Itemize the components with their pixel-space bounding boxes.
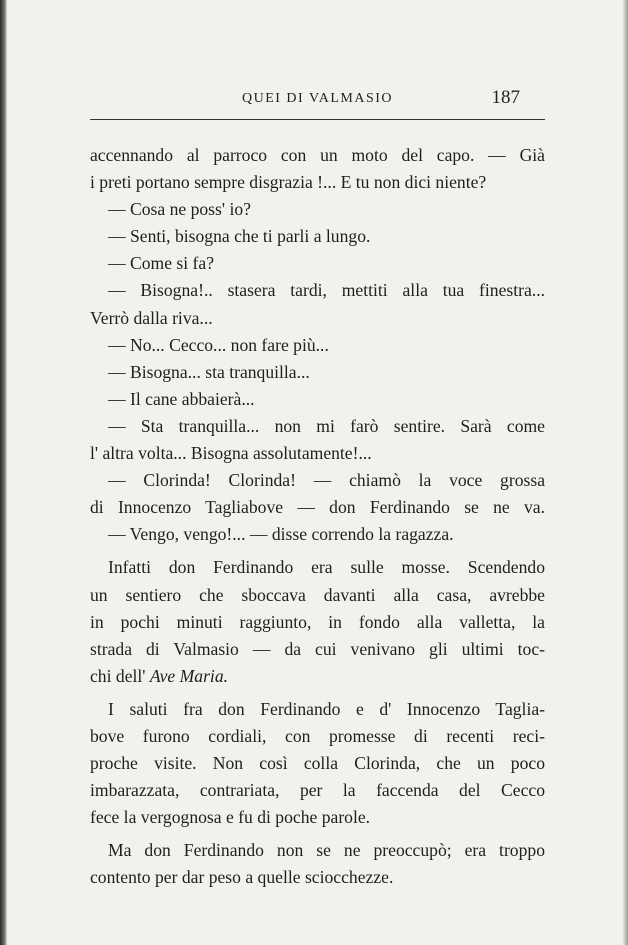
text-line: contento per dar peso a quelle sciocchezze. [90, 867, 394, 888]
dialogue-line: — No... Cecco... non fare più... [108, 334, 329, 355]
text-line: l' altra volta... Bisogna assolutamente!... [90, 443, 372, 464]
dialogue-line: — Vengo, vengo!... — disse correndo la ragazza. [108, 524, 454, 545]
text-line: bove furono cordiali, con promesse di recenti reci- [90, 725, 545, 746]
dialogue-line: — Clorinda! Clorinda! — chiamò la voce grossa [108, 470, 545, 491]
paragraph-start-line: Infatti don Ferdinando era sulle mosse. Scendendo [108, 557, 545, 578]
text-line: proche visite. Non così colla Clorinda, che un poco [90, 753, 545, 774]
text-line: fece la vergognosa e fu di poche parole. [90, 807, 371, 828]
text-line [90, 663, 545, 690]
text-line: i preti portano sempre disgrazia !... E tu non dici niente? [90, 172, 487, 193]
running-head [90, 89, 530, 111]
dialogue-line: — Bisogna... sta tranquilla... [108, 361, 310, 382]
dialogue-line: — Sta tranquilla... non mi farò sentire. Sarà come [108, 415, 545, 436]
text-line: imbarazzata, contrariata, per la faccenda del Cecco [90, 780, 545, 801]
text-line: strada di Valmasio — da cui venivano gli ultimi toc- [90, 638, 545, 659]
text-line: un sentiero che sboccava davanti alla casa, avrebbe [90, 584, 545, 605]
dialogue-line: — Come si fa? [108, 253, 215, 274]
italic-title: Ave Maria. [149, 665, 229, 686]
dialogue-line: — Il cane abbaierà... [108, 388, 255, 409]
paragraph-start-line: Ma don Ferdinando non se ne preoccupò; era troppo [108, 840, 545, 861]
text-line: di Innocenzo Tagliabove — don Ferdinando se ne va. [90, 497, 545, 518]
dialogue-line: — Cosa ne poss' io? [108, 199, 251, 220]
dialogue-line: — Senti, bisogna che ti parli a lungo. [108, 226, 371, 247]
running-title: QUEI DI VALMASIO [242, 91, 394, 106]
text-fragment: chi dell' [90, 665, 150, 686]
page-number: 187 [491, 87, 520, 108]
text-line: accennando al parroco con un moto del capo. — Già [90, 145, 545, 165]
dialogue-line: — Bisogna!.. stasera tardi, mettiti alla tua finestra... [108, 280, 545, 301]
header-rule [90, 119, 545, 120]
text-line: in pochi minuti raggiunto, in fondo alla valletta, la [90, 611, 545, 632]
text-line: Verrò dalla riva... [90, 307, 213, 328]
paragraph-start-line: I saluti fra don Ferdinando e d' Innocenzo Taglia- [108, 698, 545, 719]
body-text [90, 142, 545, 892]
